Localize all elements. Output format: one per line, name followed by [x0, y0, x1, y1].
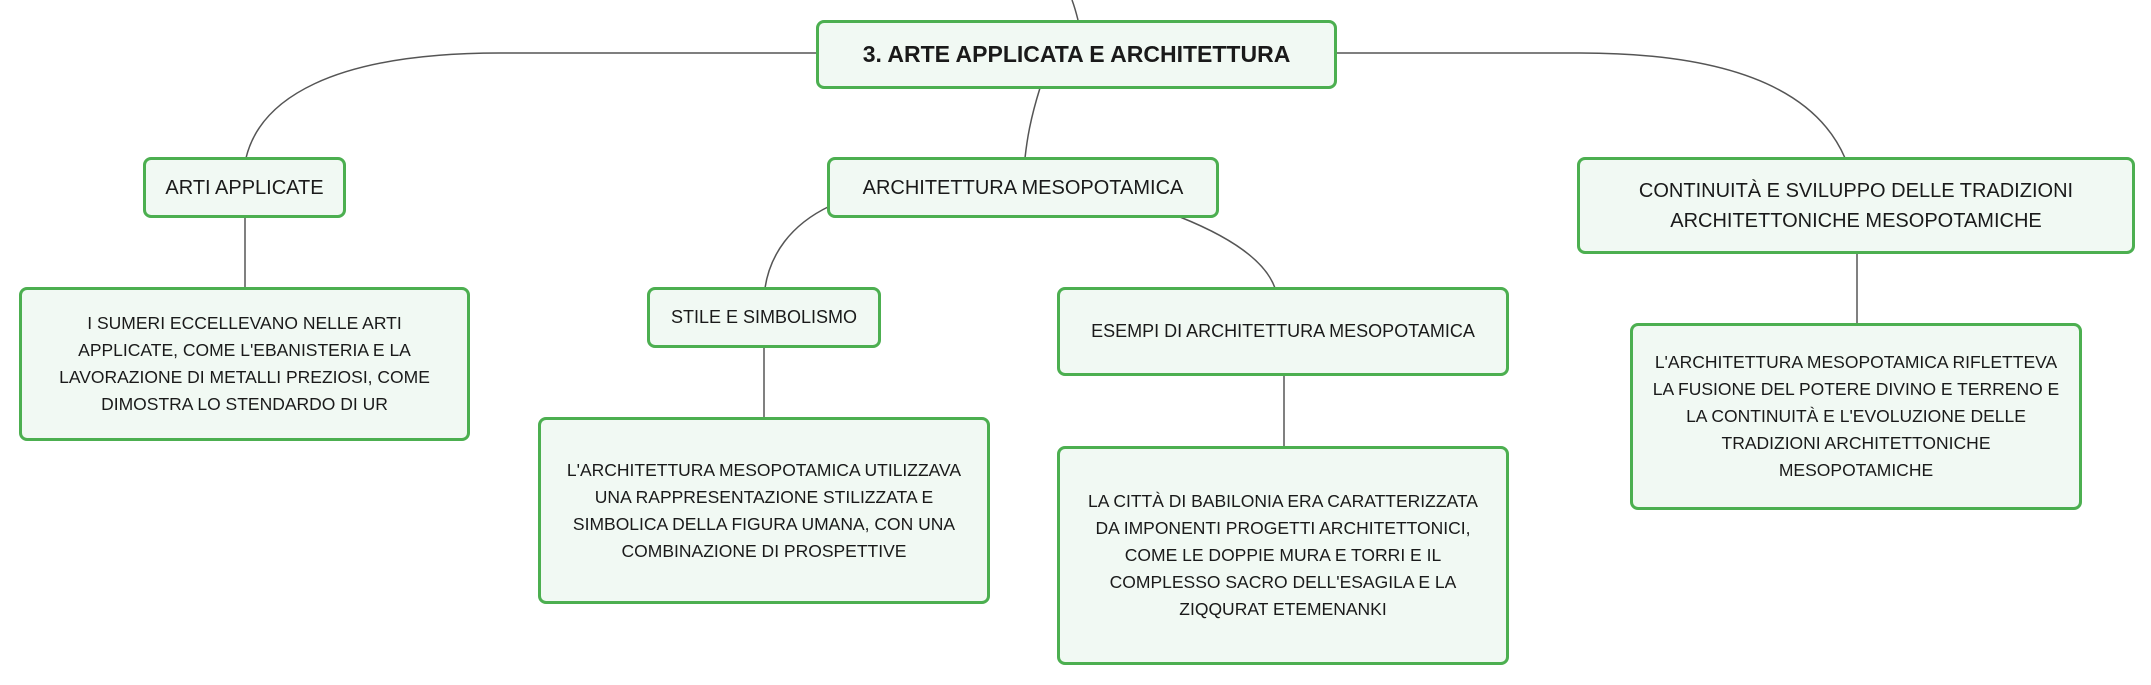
detail-label: L'ARCHITETTURA MESOPOTAMICA RIFLETTEVA LA FUSIONE DEL POTERE DIVINO E TERRENO E LA CONTINUITÀ E L'EVOLUZIONE DELLE TRADIZIONI ARCHITETTONICHE MESOPOTAMICHE [1652, 352, 2060, 480]
detail-label: I SUMERI ECCELLEVANO NELLE ARTI APPLICATE, COME L'EBANISTERIA E LA LAVORAZIONE DI METALLI PREZIOSI, COME DIMOSTRA LO STENDARDO DI UR [59, 313, 430, 414]
detail-continuita-sviluppo[interactable] [1630, 323, 2082, 510]
root-label: 3. ARTE APPLICATA E ARCHITETTURA [862, 41, 1291, 67]
link-architettura-stile [765, 206, 830, 288]
subtopic-stile-simbolismo[interactable] [647, 287, 881, 348]
topic-label: ARCHITETTURA MESOPOTAMICA [862, 176, 1184, 199]
link-root-arti [246, 53, 818, 158]
link-root-continuita [1334, 53, 1845, 158]
topic-continuita-sviluppo[interactable] [1577, 157, 2135, 254]
root-node[interactable] [816, 20, 1337, 89]
detail-label: LA CITTÀ DI BABILONIA ERA CARATTERIZZATA DA IMPONENTI PROGETTI ARCHITETTONICI, COME LE DOPPIE MURA E TORRI E IL COMPLESSO SACRO DELL'ESAGILA E LA ZIQQURAT ETEMENANKI [1088, 491, 1478, 619]
subtopic-esempi-architettura[interactable] [1057, 287, 1509, 376]
link-root-architettura [1025, 88, 1040, 158]
detail-label: L'ARCHITETTURA MESOPOTAMICA UTILIZZAVA UNA RAPPRESENTAZIONE STILIZZATA E SIMBOLICA DELLA FIGURA UMANA, CON UNA COMBINAZIONE DI PROSPETTIVE [566, 459, 962, 561]
detail-esempi-architettura[interactable] [1057, 446, 1509, 665]
topic-arti-applicate[interactable] [143, 157, 346, 218]
link-architettura-esempi [1180, 217, 1275, 288]
detail-stile-simbolismo[interactable] [538, 417, 990, 604]
subtopic-label: STILE E SIMBOLISMO [670, 307, 858, 327]
subtopic-label: ESEMPI DI ARCHITETTURA MESOPOTAMICA [1091, 321, 1475, 341]
topic-label: CONTINUITÀ E SVILUPPO DELLE TRADIZIONI ARCHITETTONICHE MESOPOTAMICHE [1638, 179, 2074, 232]
topic-architettura-mesopotamica[interactable] [827, 157, 1219, 218]
detail-arti-applicate[interactable] [19, 287, 470, 441]
link-parent-root [1072, 0, 1078, 20]
topic-label: ARTI APPLICATE [165, 176, 324, 199]
